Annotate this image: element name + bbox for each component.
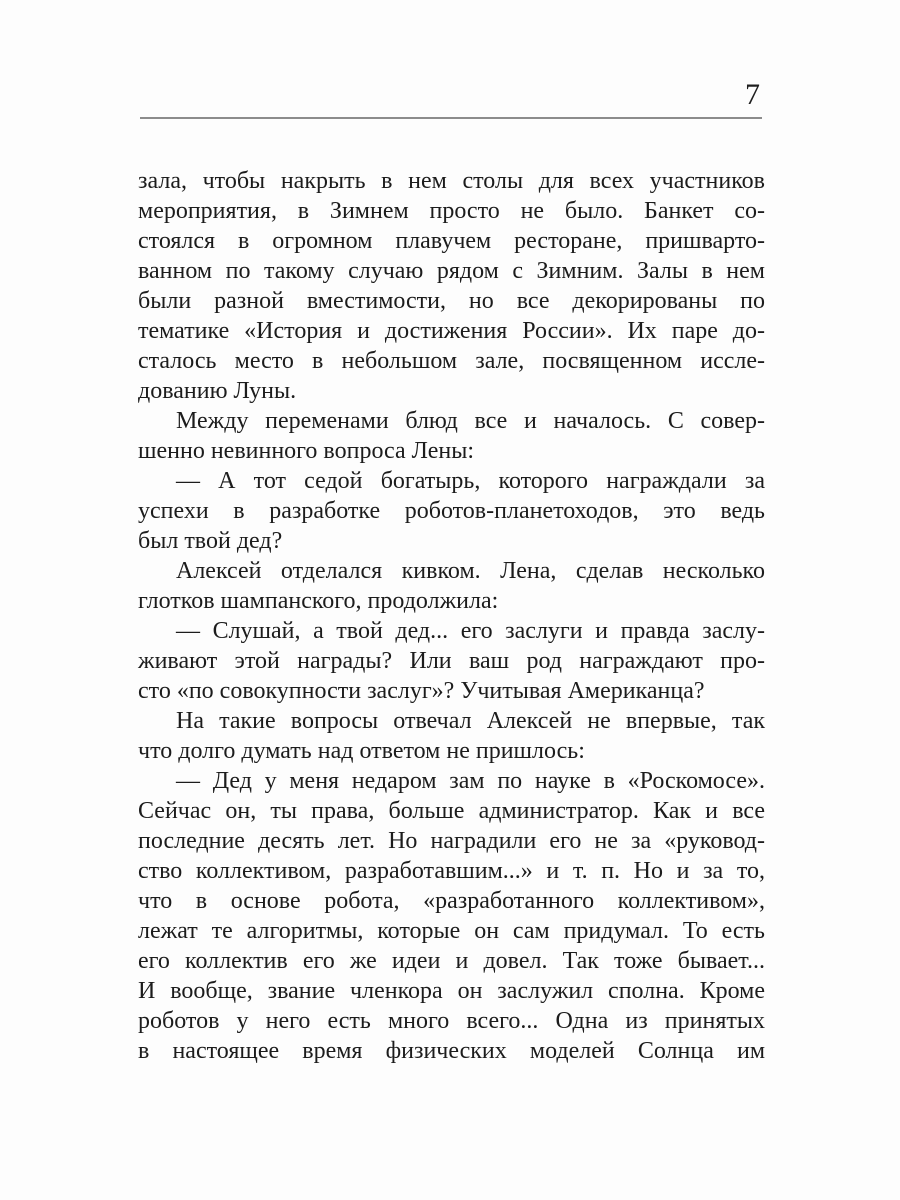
text-line: — Дед у меня недаром зам по науке в «Роскомосе». bbox=[176, 768, 765, 794]
paragraph bbox=[138, 556, 765, 616]
text-line: последние десять лет. Но наградили его не за «руковод- bbox=[138, 828, 765, 854]
text-line: его коллектив его же идеи и довел. Так тоже бывает... bbox=[138, 948, 765, 974]
text-line: в настоящее время физических моделей Солнца им bbox=[138, 1038, 765, 1064]
text-line: Алексей отделался кивком. Лена, сделав несколько bbox=[176, 558, 765, 584]
text-line: И вообще, звание членкора он заслужил сполна. Кроме bbox=[138, 978, 765, 1004]
text-line: живают этой награды? Или ваш род награждают про- bbox=[138, 648, 765, 674]
paragraph bbox=[138, 166, 765, 406]
text-line: сто «по совокупности заслуг»? Учитывая Американца? bbox=[138, 678, 705, 704]
text-line: — Слушай, а твой дед... его заслуги и правда заслу- bbox=[176, 618, 765, 644]
text-block bbox=[138, 166, 765, 1066]
text-line: дованию Луны. bbox=[138, 378, 297, 404]
paragraph bbox=[138, 616, 765, 706]
text-line: глотков шампанского, продолжила: bbox=[138, 588, 499, 614]
paragraph bbox=[138, 406, 765, 466]
text-line: сталось место в небольшом зале, посвященном иссле- bbox=[138, 348, 765, 374]
text-line: тематике «История и достижения России». Их паре до- bbox=[138, 318, 765, 344]
text-line: стоялся в огромном плавучем ресторане, пришварто- bbox=[138, 228, 765, 254]
text-line: что в основе робота, «разработанного коллективом», bbox=[138, 888, 765, 914]
paragraph bbox=[138, 466, 765, 556]
text-line: Между переменами блюд все и началось. С совер- bbox=[176, 408, 765, 434]
text-line: — А тот седой богатырь, которого награждали за bbox=[176, 468, 765, 494]
paragraph bbox=[138, 766, 765, 1066]
text-line: шенно невинного вопроса Лены: bbox=[138, 438, 475, 464]
text-line: был твой дед? bbox=[138, 528, 283, 554]
text-line: были разной вместимости, но все декорированы по bbox=[138, 288, 765, 314]
text-line: лежат те алгоритмы, которые он сам придумал. То есть bbox=[138, 918, 765, 944]
text-line: мероприятия, в Зимнем просто не было. Банкет со- bbox=[138, 198, 765, 224]
text-line: ванном по такому случаю рядом с Зимним. Залы в нем bbox=[138, 258, 765, 284]
text-line: зала, чтобы накрыть в нем столы для всех участников bbox=[138, 168, 765, 194]
text-line: Сейчас он, ты права, больше администратор. Как и все bbox=[138, 798, 765, 824]
text-line: что долго думать над ответом не пришлось: bbox=[138, 738, 585, 764]
header-rule bbox=[140, 117, 762, 119]
text-line: успехи в разработке роботов-планетоходов, это ведь bbox=[138, 498, 765, 524]
text-line: На такие вопросы отвечал Алексей не впервые, так bbox=[176, 708, 765, 734]
paragraph bbox=[138, 706, 765, 766]
text-line: роботов у него есть много всего... Одна из принятых bbox=[138, 1008, 765, 1034]
text-line: ство коллективом, разработавшим...» и т. п. Но и за то, bbox=[138, 858, 765, 884]
page-number: 7 bbox=[745, 78, 760, 111]
